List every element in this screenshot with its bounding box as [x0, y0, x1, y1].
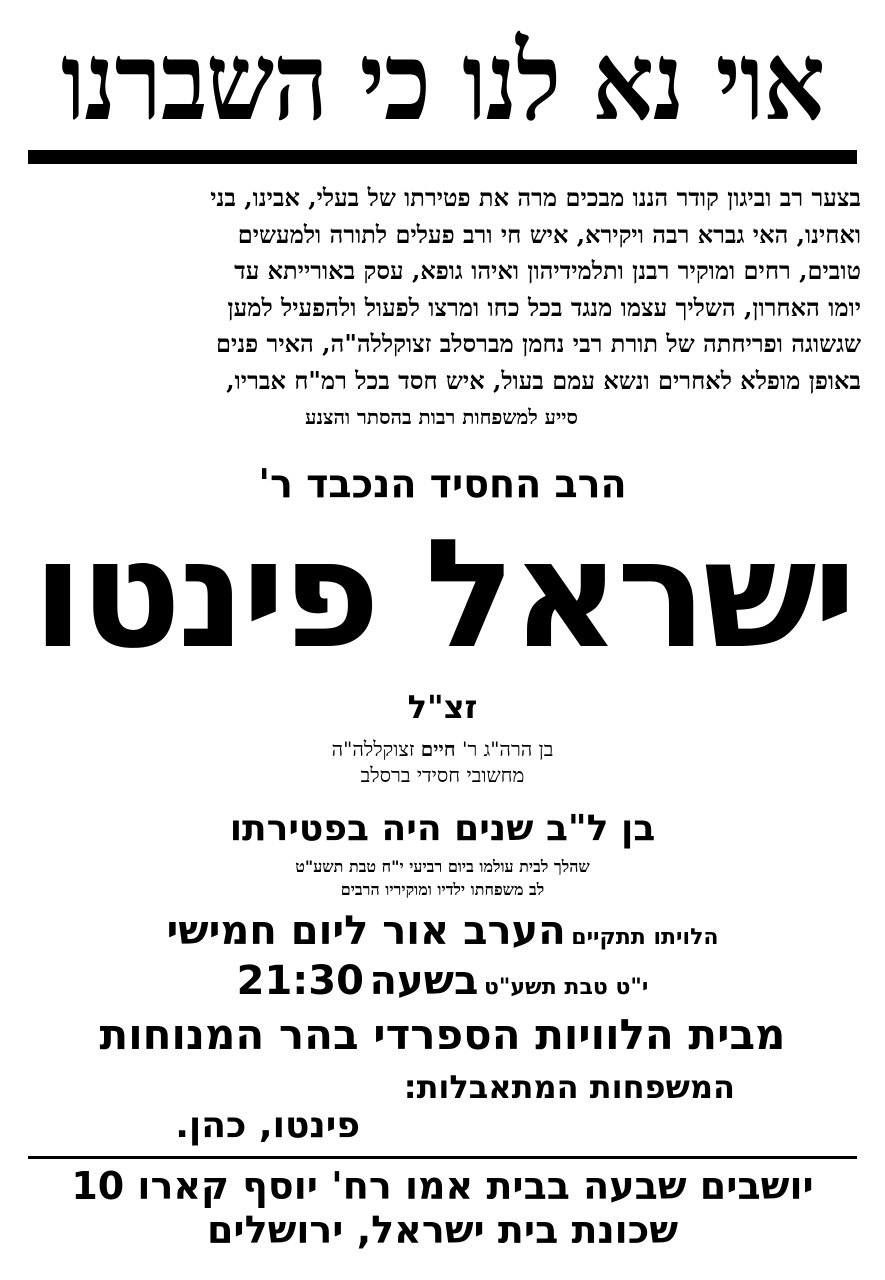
- age-at-passing: בן ל"ב שנים היה בפטירתו: [229, 808, 656, 849]
- funeral-when: הערב אור ליום חמישי: [166, 908, 566, 954]
- eulogy-line: יומו האחרון, השליך עצמו מנגד בכל כחו ומרצו לפעול ולהפעיל למען: [227, 292, 861, 322]
- eulogy-line: טובים, רחים ומוקיר רבנן ותלמידיהון ואיהו גופא, עסק באורייתא עד: [234, 256, 861, 285]
- father-name: חיים: [420, 737, 456, 761]
- funeral-at-label: בשעה: [369, 958, 479, 1004]
- father-suffix: זצוקללה"ה: [331, 737, 415, 761]
- eulogy-line: שגשוגה ופריחתה של תורת רבי נחמן מברסלב זצוקללה"ה, האיר פנים: [216, 329, 861, 358]
- title-divider: [28, 150, 857, 164]
- mourners-names: פינטו, כהן.: [175, 1105, 360, 1146]
- father-note: מחשובי חסידי ברסלב: [360, 763, 525, 787]
- shiva-neighborhood: שכונת בית ישראל, ירושלים: [206, 1208, 679, 1252]
- eulogy-line: באופן מופלא לאחרים ונשא עמם בעול, איש חסד בכל רמ"ח אבריו,: [226, 365, 861, 395]
- bottom-divider: [28, 1156, 857, 1159]
- funeral-location: מבית הלוויות הספרדי בהר המנוחות: [99, 1010, 786, 1059]
- funeral-intro: הלויתו תתקיים: [571, 925, 719, 950]
- father-prefix: בן הרה"ג ר': [461, 737, 554, 761]
- mourners-label: המשפחות המתאבלות:: [403, 1068, 735, 1106]
- eulogy-paragraph: [22, 180, 861, 436]
- funeral-time: 21:30: [236, 958, 364, 1004]
- shiva-address: יושבים שבעה בבית אמו רח' יוסף קארו 10: [71, 1164, 814, 1208]
- funeral-time-line: [0, 958, 885, 1004]
- passing-date: שהלך לבית עולמו ביום רביעי י"ח טבת תשע"ט: [295, 857, 590, 876]
- deceased-honorific: הרב החסיד הנכבד ר': [258, 460, 627, 508]
- eulogy-line: ואחינו, האי גברא רבה ויקירא, איש חי ורב פעלים לתורה ולמעשים: [237, 219, 861, 249]
- father-line: [0, 735, 885, 763]
- notice-title: אוי נא לנו כי השברנו: [60, 18, 825, 145]
- deceased-suffix: זצ"ל: [407, 688, 478, 726]
- eulogy-line: סייע למשפחות רבות בהסתר והצנע: [305, 405, 578, 429]
- eulogy-line: בצער רב וביגון קודר הננו מבכים מרה את פטירתו של בעלי, אבינו, בני: [210, 183, 861, 212]
- funeral-date: י"ט טבת תשע"ט: [483, 975, 649, 1000]
- funeral-line: [0, 908, 885, 954]
- family-line: לב משפחתו ילדיו ומוקיריו הרבים: [340, 880, 545, 899]
- deceased-name: ישראל פינטו: [32, 508, 853, 682]
